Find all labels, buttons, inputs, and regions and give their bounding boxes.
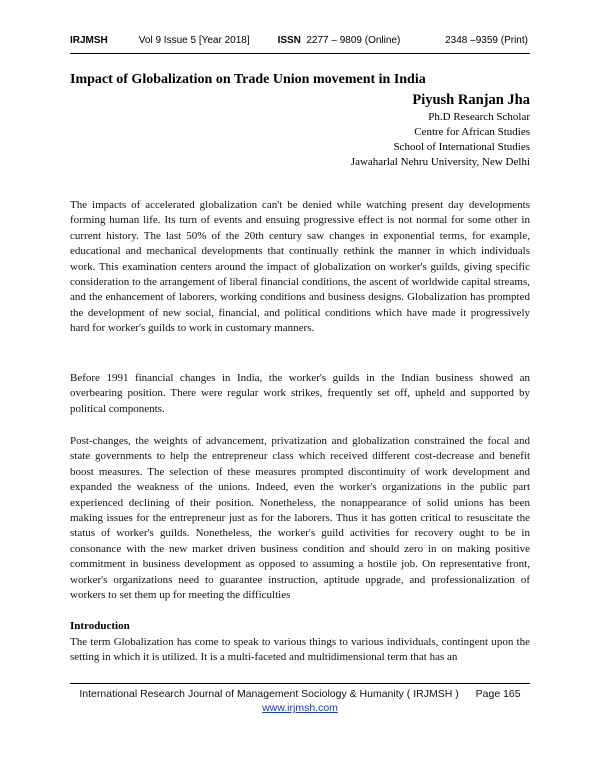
- journal-website-link[interactable]: www.irjmsh.com: [262, 702, 338, 714]
- author-block: [300, 90, 530, 170]
- affiliation-line: Ph.D Research Scholar: [428, 111, 530, 123]
- header-rule: [70, 53, 530, 54]
- page-number: Page 165: [475, 688, 521, 700]
- header-issn-label: ISSN: [277, 35, 301, 46]
- page-footer: [60, 687, 540, 715]
- header-issn-online: 2277 – 9809 (Online): [306, 35, 401, 46]
- article-title: Impact of Globalization on Trade Union movement in India: [70, 72, 426, 87]
- header-volume: Vol 9 Issue 5 [Year 2018]: [138, 35, 250, 46]
- abstract-paragraph-2: Before 1991 financial changes in India, the worker's guilds in the Indian business showed an overbearing position. There were regular work strikes, frequently set off, upheld and supported by political components.: [70, 372, 530, 415]
- introduction-heading: Introduction: [70, 620, 130, 632]
- header-journal: IRJMSH: [70, 35, 108, 46]
- footer-rule: [70, 683, 530, 684]
- introduction-paragraph: The term Globalization has come to speak to various things to various individuals, contingent upon the setting in which it is utilized. It is a multi-faceted and multidimensional term that has an: [70, 636, 530, 664]
- affiliation-line: School of International Studies: [393, 141, 530, 153]
- affiliation-line: Jawaharlal Nehru University, New Delhi: [350, 156, 530, 168]
- header-issn-print: 2348 –9359 (Print): [445, 35, 528, 46]
- abstract-paragraph-1: The impacts of accelerated globalization can't be denied while watching present day developments forming human life. Its turn of events and ensuing progressive effect is not normal for some other in current history. The last 50% of the 20th century saw changes in exponential terms, for example, educational and mechanical developments that continually rethink the manner in which individuals work. This examination centers around the impact of globalization on worker's guilds, giving specific consideration to the arrangement of liberal financial conditions, the ascent of worldwide capital streams, and the enhancement of laborers, working conditions and business designs. Globalization has prompted the development of new social, financial, and political conditions which have made it progressively hard for worker's guilds to work in customary manners.: [70, 199, 530, 335]
- affiliation-line: Centre for African Studies: [414, 126, 530, 138]
- abstract-paragraph-3: Post-changes, the weights of advancement, privatization and globalization constrained the focal and state governments to help the entrepreneur class which received different cost-decrease and benefit boost measures. The selection of these measures prompted discontinuity of work development and expanded the weakness of the unions. Indeed, even the worker's organizations in the public part experienced declining of their position. Nonetheless, the nonappearance of solid unions has been making issues for the entrepreneur just as for the laborers. Thus it has gotten critical to resuscitate the status of worker's guilds. Nonetheless, the worker's guild activities for recovery ought to be in consonance with the new market driven business condition and should zero in on making positive commitment in business development as opposed to assuming a hostile job. On representative front, worker's organizations need to guarantee instruction, aptitude upgrade, and professionalization of workers to set them up for meeting the difficulties: [70, 435, 530, 602]
- footer-journal: International Research Journal of Management Sociology & Humanity ( IRJMSH ): [79, 688, 459, 700]
- author-name: Piyush Ranjan Jha: [412, 92, 530, 108]
- running-header: [70, 35, 530, 51]
